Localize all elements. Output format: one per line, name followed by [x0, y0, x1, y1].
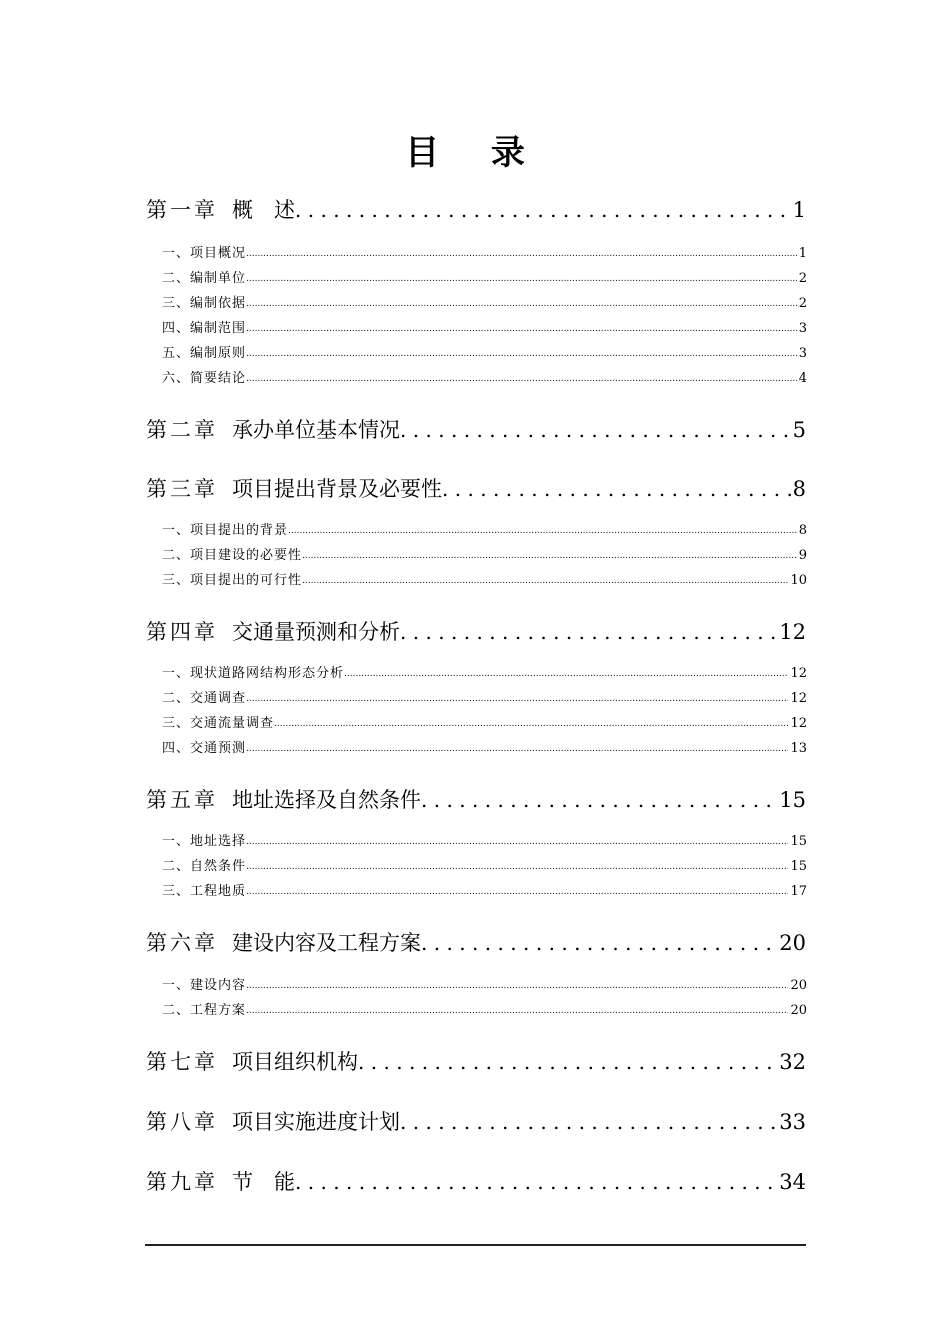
toc-leader-dots	[302, 571, 788, 591]
toc-section-label: 一、项目提出的背景	[162, 523, 289, 538]
toc-chapter-label: 地址选择及自然条件	[232, 788, 421, 812]
toc-section-entry[interactable]	[162, 571, 807, 591]
toc-leader-dots	[246, 344, 797, 364]
toc-chapter-title	[146, 926, 421, 960]
toc-section-entry[interactable]	[162, 269, 807, 289]
toc-chapter-label: 节 能	[232, 1170, 295, 1194]
toc-leader-dots	[400, 615, 777, 649]
toc-chapter-label: 项目提出背景及必要性	[232, 477, 442, 501]
toc-chapter-title	[146, 1045, 358, 1079]
toc-page-number: 1	[792, 198, 806, 222]
toc-section-entry[interactable]	[162, 319, 807, 339]
toc-section-entry[interactable]	[162, 1001, 807, 1021]
toc-page-number: 15	[779, 788, 806, 812]
toc-chapter-title	[146, 783, 421, 817]
toc-section-label: 五、编制原则	[162, 346, 247, 361]
toc-leader-dots	[246, 269, 797, 289]
toc-section-label: 二、编制单位	[162, 271, 247, 286]
toc-leader-dots	[246, 739, 788, 759]
toc-chapter-number: 第七章	[146, 1050, 218, 1074]
toc-section-entry[interactable]	[162, 739, 807, 759]
toc-section-entry[interactable]	[162, 369, 807, 389]
toc-chapter-number: 第二章	[146, 418, 218, 442]
toc-section-entry[interactable]	[162, 664, 807, 684]
footer-divider	[145, 1244, 806, 1246]
toc-page-number: 9	[798, 548, 807, 563]
toc-section-entry[interactable]	[162, 521, 807, 541]
toc-page-number: 8	[792, 477, 806, 501]
toc-chapter-number: 第八章	[146, 1110, 218, 1134]
toc-section-entry[interactable]	[162, 344, 807, 364]
toc-page-number: 20	[790, 1003, 807, 1018]
toc-chapter-number: 第四章	[146, 620, 218, 644]
toc-leader-dots	[288, 521, 797, 541]
toc-chapter-entry[interactable]	[146, 193, 806, 227]
toc-section-entry[interactable]	[162, 832, 807, 852]
toc-chapter-number: 第三章	[146, 477, 218, 501]
toc-section-label: 四、交通预测	[162, 741, 247, 756]
toc-leader-dots	[421, 783, 777, 817]
toc-chapter-label: 概 述	[232, 198, 295, 222]
toc-section-entry[interactable]	[162, 714, 807, 734]
toc-page-number: 5	[792, 418, 806, 442]
toc-page-number: 2	[798, 271, 807, 286]
toc-section-label: 二、自然条件	[162, 859, 247, 874]
toc-section-label: 三、项目提出的可行性	[162, 573, 303, 588]
toc-leader-dots	[246, 244, 797, 264]
toc-chapter-title	[146, 615, 400, 649]
toc-section-label: 二、项目建设的必要性	[162, 548, 303, 563]
toc-chapter-entry[interactable]	[146, 1105, 806, 1139]
toc-leader-dots	[358, 1045, 777, 1079]
toc-chapter-title	[146, 1105, 400, 1139]
toc-leader-dots	[246, 369, 797, 389]
toc-section-label: 一、项目概况	[162, 246, 247, 261]
toc-chapter-number: 第一章	[146, 198, 218, 222]
toc-page-number: 20	[790, 978, 807, 993]
toc-leader-dots	[302, 546, 797, 566]
toc-chapter-entry[interactable]	[146, 783, 806, 817]
toc-leader-dots	[295, 1165, 777, 1199]
toc-leader-dots	[442, 472, 791, 506]
toc-chapter-number: 第五章	[146, 788, 218, 812]
toc-chapter-label: 项目组织机构	[232, 1050, 358, 1074]
toc-section-label: 三、工程地质	[162, 884, 247, 899]
toc-chapter-entry[interactable]	[146, 926, 806, 960]
toc-page-number: 15	[790, 834, 807, 849]
toc-page-number: 1	[798, 246, 807, 261]
toc-section-label: 一、现状道路网结构形态分析	[162, 666, 345, 681]
toc-chapter-entry[interactable]	[146, 615, 806, 649]
toc-section-entry[interactable]	[162, 976, 807, 996]
toc-leader-dots	[400, 1105, 777, 1139]
toc-chapter-label: 承办单位基本情况	[232, 418, 400, 442]
toc-leader-dots	[400, 413, 791, 447]
toc-page-number: 12	[790, 716, 807, 731]
toc-page-number: 12	[790, 691, 807, 706]
toc-leader-dots	[246, 319, 797, 339]
toc-section-entry[interactable]	[162, 882, 807, 902]
toc-section-entry[interactable]	[162, 689, 807, 709]
toc-section-label: 一、地址选择	[162, 834, 247, 849]
toc-page-number: 10	[790, 573, 807, 588]
toc-section-label: 二、工程方案	[162, 1003, 247, 1018]
toc-page-number: 3	[798, 321, 807, 336]
toc-leader-dots	[246, 1001, 788, 1021]
toc-chapter-title	[146, 472, 442, 506]
toc-page-number: 12	[779, 620, 806, 644]
toc-leader-dots	[246, 689, 788, 709]
toc-page-number: 12	[790, 666, 807, 681]
toc-leader-dots	[246, 976, 788, 996]
toc-page-number: 32	[779, 1050, 806, 1074]
toc-section-entry[interactable]	[162, 244, 807, 264]
toc-leader-dots	[295, 193, 791, 227]
toc-chapter-label: 交通量预测和分析	[232, 620, 400, 644]
toc-section-label: 三、编制依据	[162, 296, 247, 311]
toc-page-number: 2	[798, 296, 807, 311]
toc-chapter-entry[interactable]	[146, 413, 806, 447]
toc-section-entry[interactable]	[162, 294, 807, 314]
toc-page-number: 15	[790, 859, 807, 874]
toc-page-number: 33	[779, 1110, 806, 1134]
toc-section-label: 一、建设内容	[162, 978, 247, 993]
toc-chapter-entry[interactable]	[146, 1165, 806, 1199]
toc-section-label: 三、交通流量调查	[162, 716, 275, 731]
toc-chapter-number: 第九章	[146, 1170, 218, 1194]
toc-leader-dots	[344, 664, 788, 684]
toc-page-number: 3	[798, 346, 807, 361]
toc-chapter-title	[146, 1165, 295, 1199]
toc-chapter-title	[146, 413, 400, 447]
toc-chapter-number: 第六章	[146, 931, 218, 955]
toc-chapter-label: 项目实施进度计划	[232, 1110, 400, 1134]
page-title: 目 录	[405, 133, 545, 173]
toc-section-entry[interactable]	[162, 546, 807, 566]
toc-page-number: 4	[798, 371, 807, 386]
toc-page-number: 13	[790, 741, 807, 756]
toc-leader-dots	[421, 926, 777, 960]
toc-page-number: 34	[779, 1170, 806, 1194]
toc-chapter-title	[146, 193, 295, 227]
toc-chapter-entry[interactable]	[146, 1045, 806, 1079]
toc-leader-dots	[246, 832, 788, 852]
toc-leader-dots	[246, 857, 788, 877]
toc-section-label: 二、交通调查	[162, 691, 247, 706]
toc-chapter-label: 建设内容及工程方案	[232, 931, 421, 955]
toc-page-number: 17	[790, 884, 807, 899]
toc-section-entry[interactable]	[162, 857, 807, 877]
toc-chapter-entry[interactable]	[146, 472, 806, 506]
toc-leader-dots	[246, 882, 788, 902]
toc-section-label: 六、简要结论	[162, 371, 247, 386]
toc-page-number: 8	[798, 523, 807, 538]
toc-leader-dots	[274, 714, 788, 734]
toc-page-number: 20	[779, 931, 806, 955]
toc-leader-dots	[246, 294, 797, 314]
toc-section-label: 四、编制范围	[162, 321, 247, 336]
